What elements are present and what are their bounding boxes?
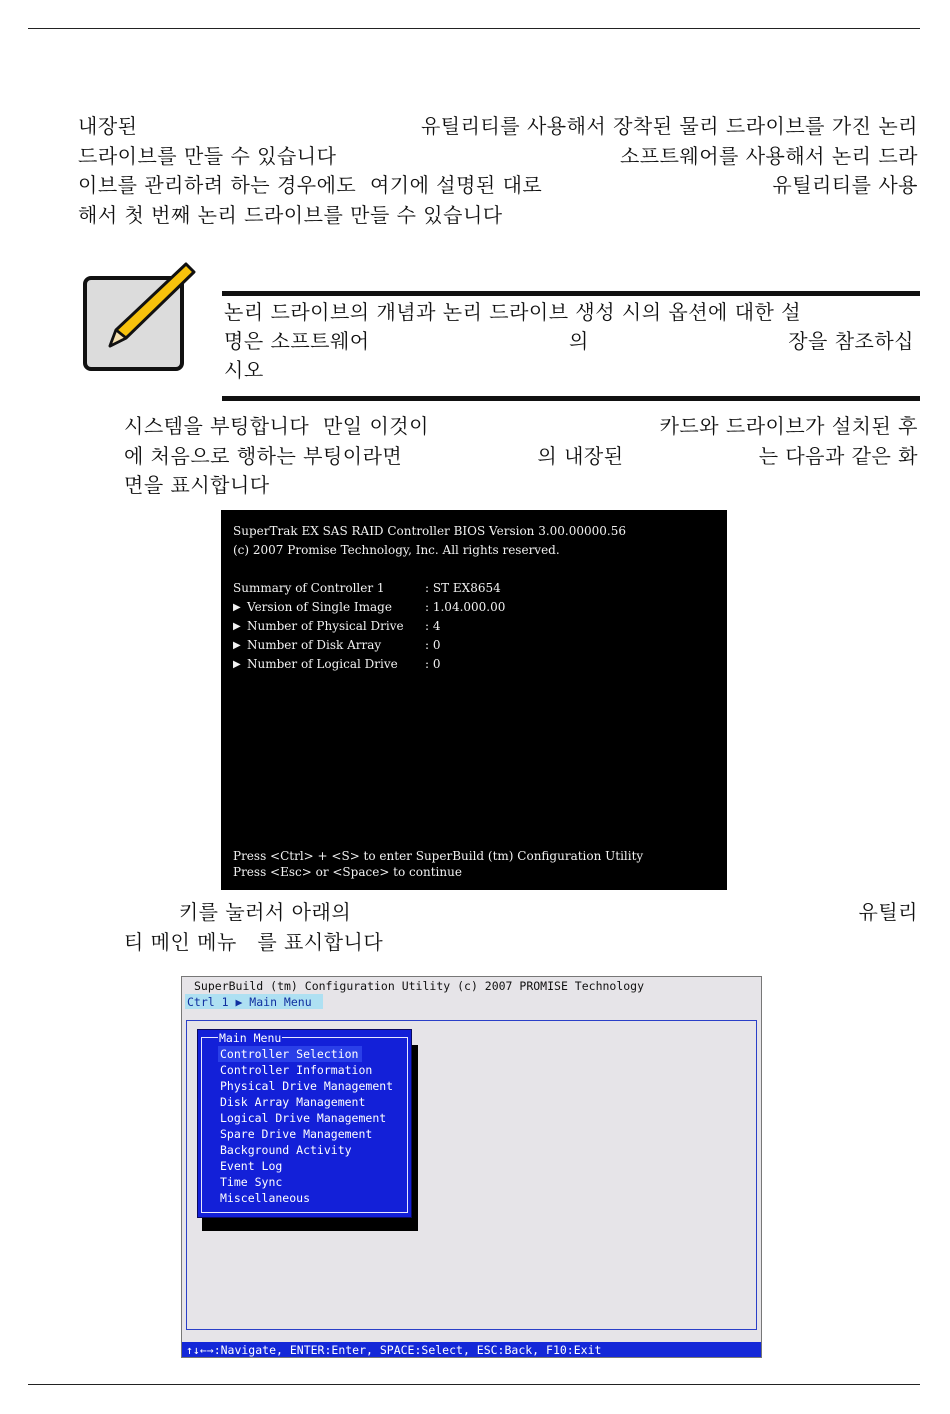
triangle-right-icon: ▶ [233, 602, 241, 613]
footer-rule [28, 1384, 920, 1385]
bios-row-label: Number of Disk Array [247, 638, 382, 652]
text-line [78, 112, 918, 142]
bios-row-label: Version of Single Image [247, 600, 392, 614]
bios-prompt-continue: Press <Esc> or <Space> to continue [233, 865, 462, 879]
bios-row-label: Number of Physical Drive [247, 619, 404, 633]
main-menu-list [220, 1046, 393, 1206]
text-line [224, 327, 914, 356]
text-line [124, 471, 918, 501]
menu-item[interactable]: Controller Selection [218, 1046, 362, 1062]
pencil-note-icon [82, 260, 198, 374]
text-segment: 에 처음으로 행하는 부팅이라면 [124, 443, 403, 468]
text-segment: 시스템을 부팅합니다 만일 이것이 [124, 414, 429, 438]
note-paragraph [224, 298, 914, 385]
main-menu-window [197, 1029, 412, 1218]
text-line [78, 142, 918, 172]
note-top-rule [222, 291, 920, 296]
text-segment: 해서 첫 번째 논리 드라이브를 만들 수 있습니다 [78, 202, 503, 227]
header-rule [28, 28, 920, 29]
text-segment: 유틸리 [858, 900, 918, 924]
step2-paragraph [124, 898, 918, 957]
text-line [124, 898, 918, 928]
text-segment: 티 메인 메뉴 를 표시합니다 [124, 929, 384, 954]
bios-row-value: 0 [432, 657, 441, 671]
breadcrumb: Ctrl 1 ▶ Main Menu [185, 994, 323, 1009]
menu-item[interactable]: Background Activity [220, 1143, 352, 1157]
step1-paragraph [124, 412, 918, 501]
text-line [124, 928, 918, 958]
main-menu-title: Main Menu [219, 1031, 282, 1045]
text-line [78, 201, 918, 231]
menu-item[interactable]: Physical Drive Management [220, 1079, 394, 1093]
note-bottom-rule [222, 396, 920, 401]
bios-title-line: SuperTrak EX SAS RAID Controller BIOS Version 3.00.00000.56 [233, 524, 626, 538]
text-line [124, 412, 918, 442]
superbuild-main-menu-screen [181, 976, 762, 1358]
text-segment: 시오 [224, 358, 264, 382]
menu-item[interactable]: Controller Information [220, 1063, 373, 1077]
menu-item[interactable]: Time Sync [220, 1175, 283, 1189]
text-segment: 유틸리티를 사용 [772, 173, 918, 197]
text-line [224, 298, 914, 327]
text-segment: 카드와 드라이브가 설치된 후 [659, 414, 918, 438]
menu-item[interactable]: Event Log [220, 1159, 283, 1173]
triangle-right-icon: ▶ [233, 659, 241, 670]
bios-row-label: Number of Logical Drive [247, 657, 398, 671]
bios-prompt-setup: Press <Ctrl> + <S> to enter SuperBuild (tm) Configuration Utility [233, 849, 644, 863]
bios-summary-label: Summary of Controller 1 [233, 581, 385, 595]
menu-item[interactable]: Miscellaneous [220, 1191, 311, 1205]
bios-row-value: 4 [432, 619, 441, 633]
text-segment: 내장된 [78, 114, 138, 138]
text-line [224, 356, 914, 385]
text-segment: 의 내장된 [537, 443, 624, 468]
text-segment: 드라이브를 만들 수 있습니다 [78, 143, 337, 168]
menu-item[interactable]: Spare Drive Management [220, 1127, 373, 1141]
bios-summary-value: ST EX8654 [432, 581, 501, 595]
text-segment: 면을 표시합니다 [124, 473, 270, 497]
text-line [124, 442, 918, 472]
status-bar: ↑↓←→:Navigate, ENTER:Enter, SPACE:Select, ESC:Back, F10:Exit [182, 1342, 761, 1357]
text-segment: 키를 눌러서 아래의 [124, 900, 352, 924]
triangle-right-icon: ▶ [233, 621, 241, 632]
bios-boot-screen: SuperTrak EX SAS RAID Controller BIOS Version 3.00.00000.56 (c) 2007 Promise Technology, Inc. All rights reserved. Summary of Controller 1 : ST EX8654 ▶ Version of Single Image : 1.04.000.00 ▶ Number of Physical Drive : 4 ▶ Number of Disk Array : 0 ▶ Number of Logical Drive : 0 Press <Ctrl> + <S> to enter SuperBuild (tm) Configuration Utility Press <Esc> or <Space> to continue [221, 510, 727, 890]
text-line [78, 171, 918, 201]
text-segment: 유틸리티를 사용해서 장착된 물리 드라이브를 가진 논리 [420, 114, 918, 138]
menu-item[interactable]: Disk Array Management [220, 1095, 366, 1109]
text-segment: 이브를 관리하려 하는 경우에도 여기에 설명된 대로 [78, 173, 543, 197]
text-segment: 의 [569, 329, 589, 353]
text-segment: 는 다음과 같은 화 [758, 443, 918, 468]
bios-row-value: 0 [432, 638, 441, 652]
intro-paragraph [78, 112, 918, 230]
bios-row-value: 1.04.000.00 [432, 600, 506, 614]
text-segment: 소프트웨어를 사용해서 논리 드라 [619, 143, 918, 168]
text-segment: 명은 소프트웨어 [224, 329, 370, 353]
bios-summary-row: Summary of Controller 1 : ST EX8654 [233, 579, 505, 598]
menu-item[interactable]: Logical Drive Management [220, 1111, 387, 1125]
text-segment: 장을 참조하십 [788, 329, 914, 353]
text-segment: 논리 드라이브의 개념과 논리 드라이브 생성 시의 옵션에 대한 설 [224, 300, 802, 324]
triangle-right-icon: ▶ [233, 640, 241, 651]
bios-copyright-line: (c) 2007 Promise Technology, Inc. All rights reserved. [233, 543, 560, 557]
superbuild-title: SuperBuild (tm) Configuration Utility (c) 2007 PROMISE Technology [194, 979, 645, 993]
